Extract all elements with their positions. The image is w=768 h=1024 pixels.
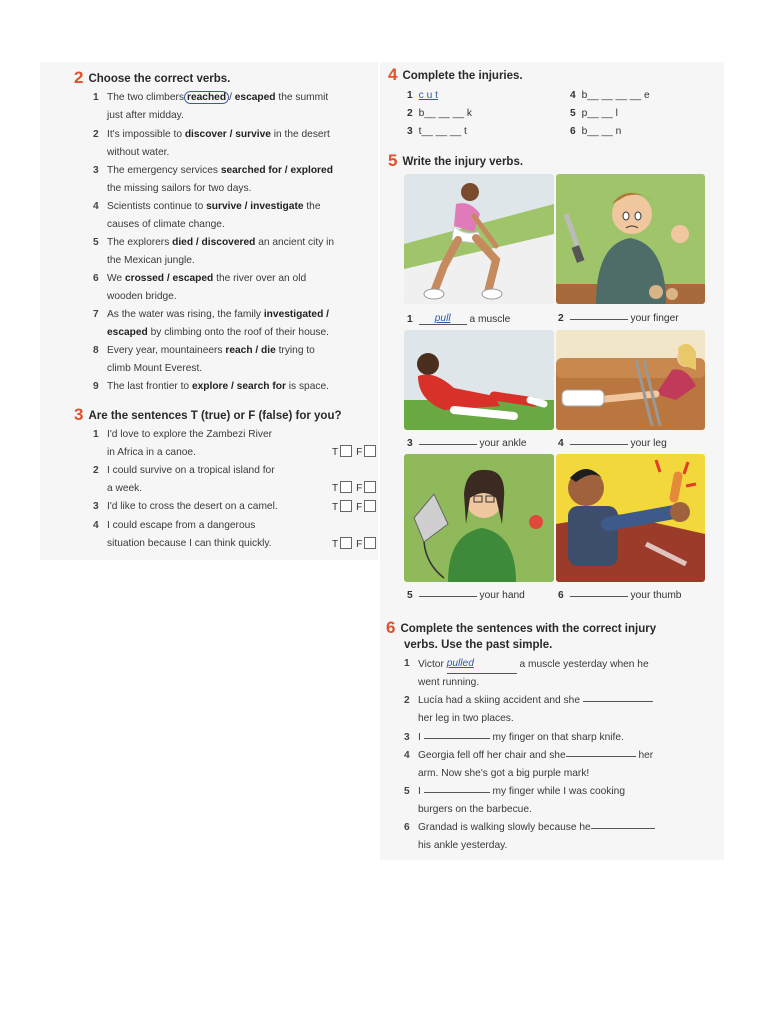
- caption-6[interactable]: 6 your thumb: [558, 590, 682, 601]
- section-6-title: 6 Complete the sentences with the correct injury verbs. Use the past simple.: [386, 618, 657, 651]
- true-checkbox[interactable]: [340, 500, 352, 512]
- tf-boxes-2[interactable]: T F: [332, 481, 380, 494]
- tf-boxes-1[interactable]: T F: [332, 445, 380, 458]
- section-2-item-2[interactable]: 2 It's impossible to discover / survive in the desert without water.: [93, 129, 330, 158]
- true-checkbox[interactable]: [340, 537, 352, 549]
- section-2-item-4[interactable]: 4 Scientists continue to survive / investigate the causes of climate change.: [93, 201, 321, 230]
- section-6-item-3[interactable]: 3 I my finger on that sharp knife.: [404, 732, 624, 743]
- section-2-item-9[interactable]: 9 The last frontier to explore / search for is space.: [93, 381, 329, 392]
- section-2-item-8[interactable]: 8 Every year, mountaineers reach / die trying to climb Mount Everest.: [93, 345, 315, 374]
- section-2-item-3[interactable]: 3 The emergency services searched for / explored the missing sailors for two days.: [93, 165, 333, 194]
- tf-boxes-4[interactable]: T F: [332, 537, 380, 550]
- section-2-item-7[interactable]: 7 As the water was rising, the family investigated / escaped by climbing onto the roof of their house.: [93, 309, 329, 338]
- caption-4[interactable]: 4 your leg: [558, 438, 667, 449]
- section-3-item-3: 3 I'd like to cross the desert on a camel.: [93, 501, 278, 512]
- section-2-item-1[interactable]: 1 The two climbers reached / escaped the summit just after midday.: [93, 92, 329, 121]
- section-3-title: 3 Are the sentences T (true) or F (false) for you?: [74, 405, 342, 424]
- false-checkbox[interactable]: [364, 445, 376, 457]
- illustration-burn-hand: [404, 454, 554, 582]
- section-6-item-5[interactable]: 5 I my finger while I was cooking burgers on the barbecue.: [404, 786, 625, 815]
- illustration-broken-leg: [556, 330, 705, 430]
- section-6-item-6[interactable]: 6 Grandad is walking slowly because he his ankle yesterday.: [418, 819, 708, 854]
- false-checkbox[interactable]: [364, 500, 376, 512]
- caption-3[interactable]: 3 your ankle: [407, 438, 527, 449]
- section-6-item-2[interactable]: 2 Lucía had a skiing accident and she her leg in two places.: [418, 692, 708, 727]
- section-2-title: 2 Choose the correct verbs.: [74, 68, 231, 87]
- section-3-item-4: 4 I could escape from a dangerous situation because I can think quickly.: [93, 520, 272, 549]
- false-checkbox[interactable]: [364, 537, 376, 549]
- section-6-item-4[interactable]: 4 Georgia fell off her chair and she her arm. Now she's got a big purple mark!: [404, 750, 654, 779]
- injury-word-4[interactable]: 4 b__ __ __ __ e: [570, 90, 650, 101]
- injury-word-5[interactable]: 5 p__ __ l: [570, 108, 618, 119]
- false-checkbox[interactable]: [364, 481, 376, 493]
- circled-answer: reached: [184, 91, 229, 104]
- injury-word-1[interactable]: 1 c u t: [407, 90, 438, 101]
- illustration-ankle: [404, 330, 554, 430]
- illustration-knife-finger: [556, 174, 705, 304]
- caption-1[interactable]: 1 pull a muscle: [407, 313, 511, 325]
- section-5-title: 5 Write the injury verbs.: [388, 151, 524, 170]
- caption-5[interactable]: 5 your hand: [407, 590, 525, 601]
- tf-boxes-3[interactable]: T F: [332, 500, 380, 513]
- true-checkbox[interactable]: [340, 481, 352, 493]
- section-2-item-6[interactable]: 6 We crossed / escaped the river over an old wooden bridge.: [93, 273, 307, 302]
- section-4-title: 4 Complete the injuries.: [388, 65, 523, 84]
- illustration-thumb: [556, 454, 705, 582]
- section-3-item-2: 2 I could survive on a tropical island for a week.: [93, 465, 275, 494]
- true-checkbox[interactable]: [340, 445, 352, 457]
- injury-word-2[interactable]: 2 b__ __ __ k: [407, 108, 472, 119]
- section-6-item-1[interactable]: 1 Victor pulled a muscle yesterday when he went running.: [418, 655, 708, 691]
- injury-word-3[interactable]: 3 t__ __ __ t: [407, 126, 467, 137]
- caption-2[interactable]: 2 your finger: [558, 313, 679, 324]
- section-3-item-1: 1 I'd love to explore the Zambezi River in Africa in a canoe.: [93, 429, 273, 458]
- injury-word-6[interactable]: 6 b__ __ n: [570, 126, 622, 137]
- section-2-item-5[interactable]: 5 The explorers died / discovered an ancient city in the Mexican jungle.: [93, 237, 335, 266]
- illustration-runner: [404, 174, 554, 304]
